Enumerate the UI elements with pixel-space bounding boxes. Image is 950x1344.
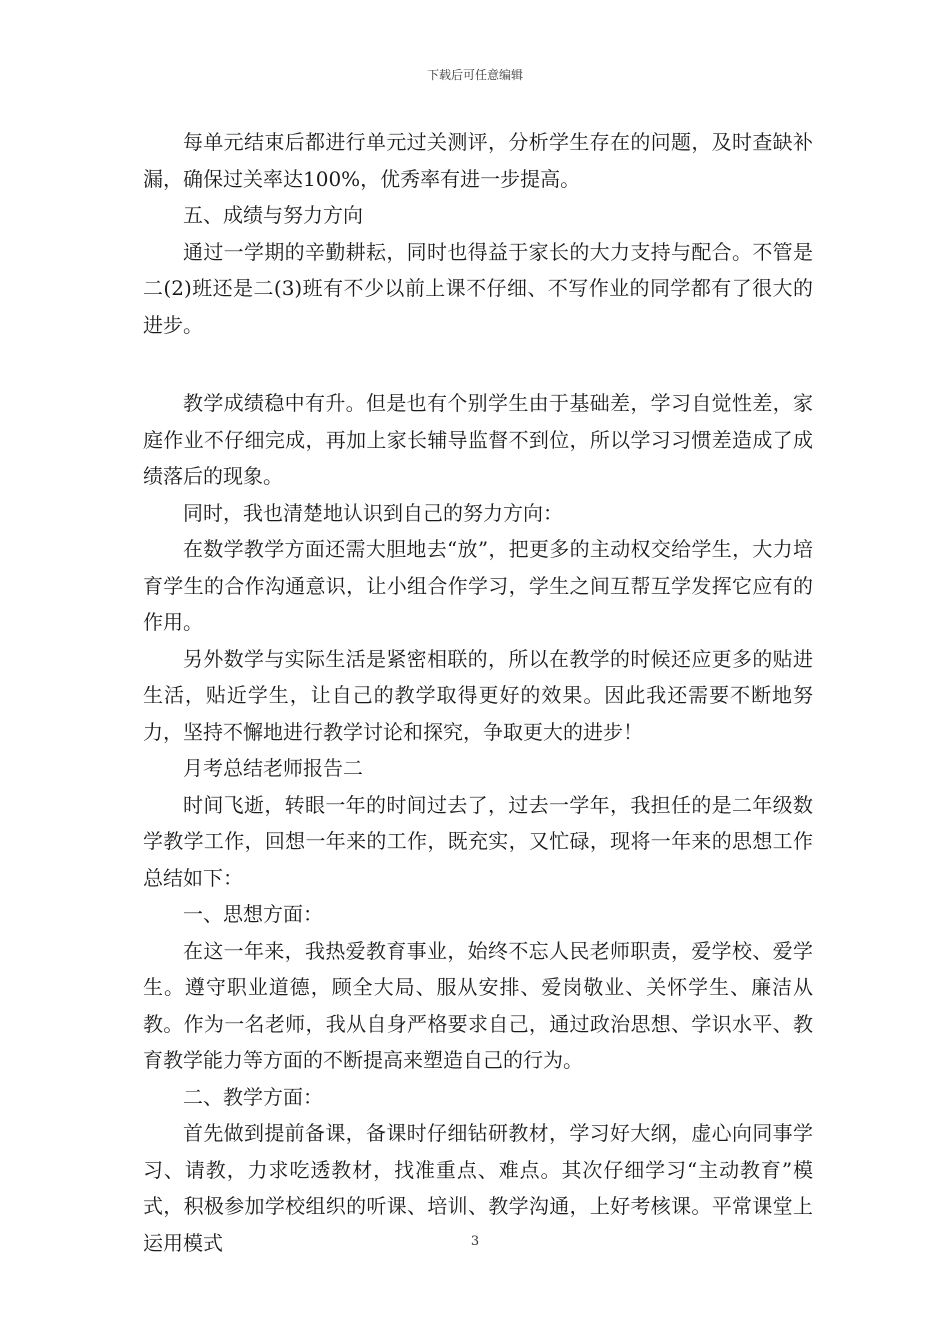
page-number: 3	[470, 1234, 480, 1249]
section-heading: 二、教学方面：	[183, 1084, 323, 1109]
paragraph: 通过一学期的辛勤耕耘，同时也得益于家长的大力支持与配合。不管是二(2)班还是二(3)班有不少以前上课不仔细、不写作业的同学都有了很大的进步。	[143, 239, 813, 337]
paragraph: 时间飞逝，转眼一年的时间过去了，过去一学年，我担任的是二年级数学教学工作，回想一年来的工作，既充实，又忙碌，现将一年来的思想工作总结如下：	[143, 792, 813, 890]
paragraph: 教学成绩稳中有升。但是也有个别学生由于基础差，学习自觉性差，家庭作业不仔细完成，再加上家长辅导监督不到位，所以学习习惯差造成了成绩落后的现象。	[143, 391, 813, 488]
paragraph: 在数学教学方面还需大胆地去“放”，把更多的主动权交给学生，大力培育学生的合作沟通意识，让小组合作学习，学生之间互帮互学发挥它应有的作用。	[143, 537, 813, 634]
paragraph: 同时，我也清楚地认识到自己的努力方向：	[183, 500, 563, 525]
page-header: 下载后可任意编辑	[426, 68, 523, 82]
section-heading: 一、思想方面：	[183, 902, 323, 926]
section-heading: 五、成绩与努力方向	[183, 203, 363, 227]
report-title: 月考总结老师报告二	[183, 756, 363, 780]
paragraph: 每单元结束后都进行单元过关测评，分析学生存在的问题，及时查缺补漏，确保过关率达100%，优秀率有进一步提高。	[143, 130, 813, 191]
paragraph: 另外数学与实际生活是紧密相联的，所以在教学的时候还应更多的贴进生活，贴近学生，让自己的教学取得更好的效果。因此我还需要不断地努力，坚持不懈地进行教学讨论和探究，争取更大的进步！	[143, 646, 813, 744]
paragraph: 首先做到提前备课，备课时仔细钻研教材，学习好大纲，虚心向同事学习、请教，力求吃透教材，找准重点、难点。其次仔细学习“主动教育”模式，积极参加学校组织的听课、培训、教学沟通，上好考核课。平常课堂上运用模式	[143, 1121, 813, 1255]
paragraph: 在这一年来，我热爱教育事业，始终不忘人民老师职责，爱学校、爱学生。遵守职业道德，顾全大局、服从安排、爱岗敬业、关怀学生、廉洁从教。作为一名老师，我从自身严格要求自己，通过政治思想、学识水平、教育教学能力等方面的不断提高来塑造自己的行为。	[143, 938, 813, 1072]
document-body	[143, 124, 813, 1261]
